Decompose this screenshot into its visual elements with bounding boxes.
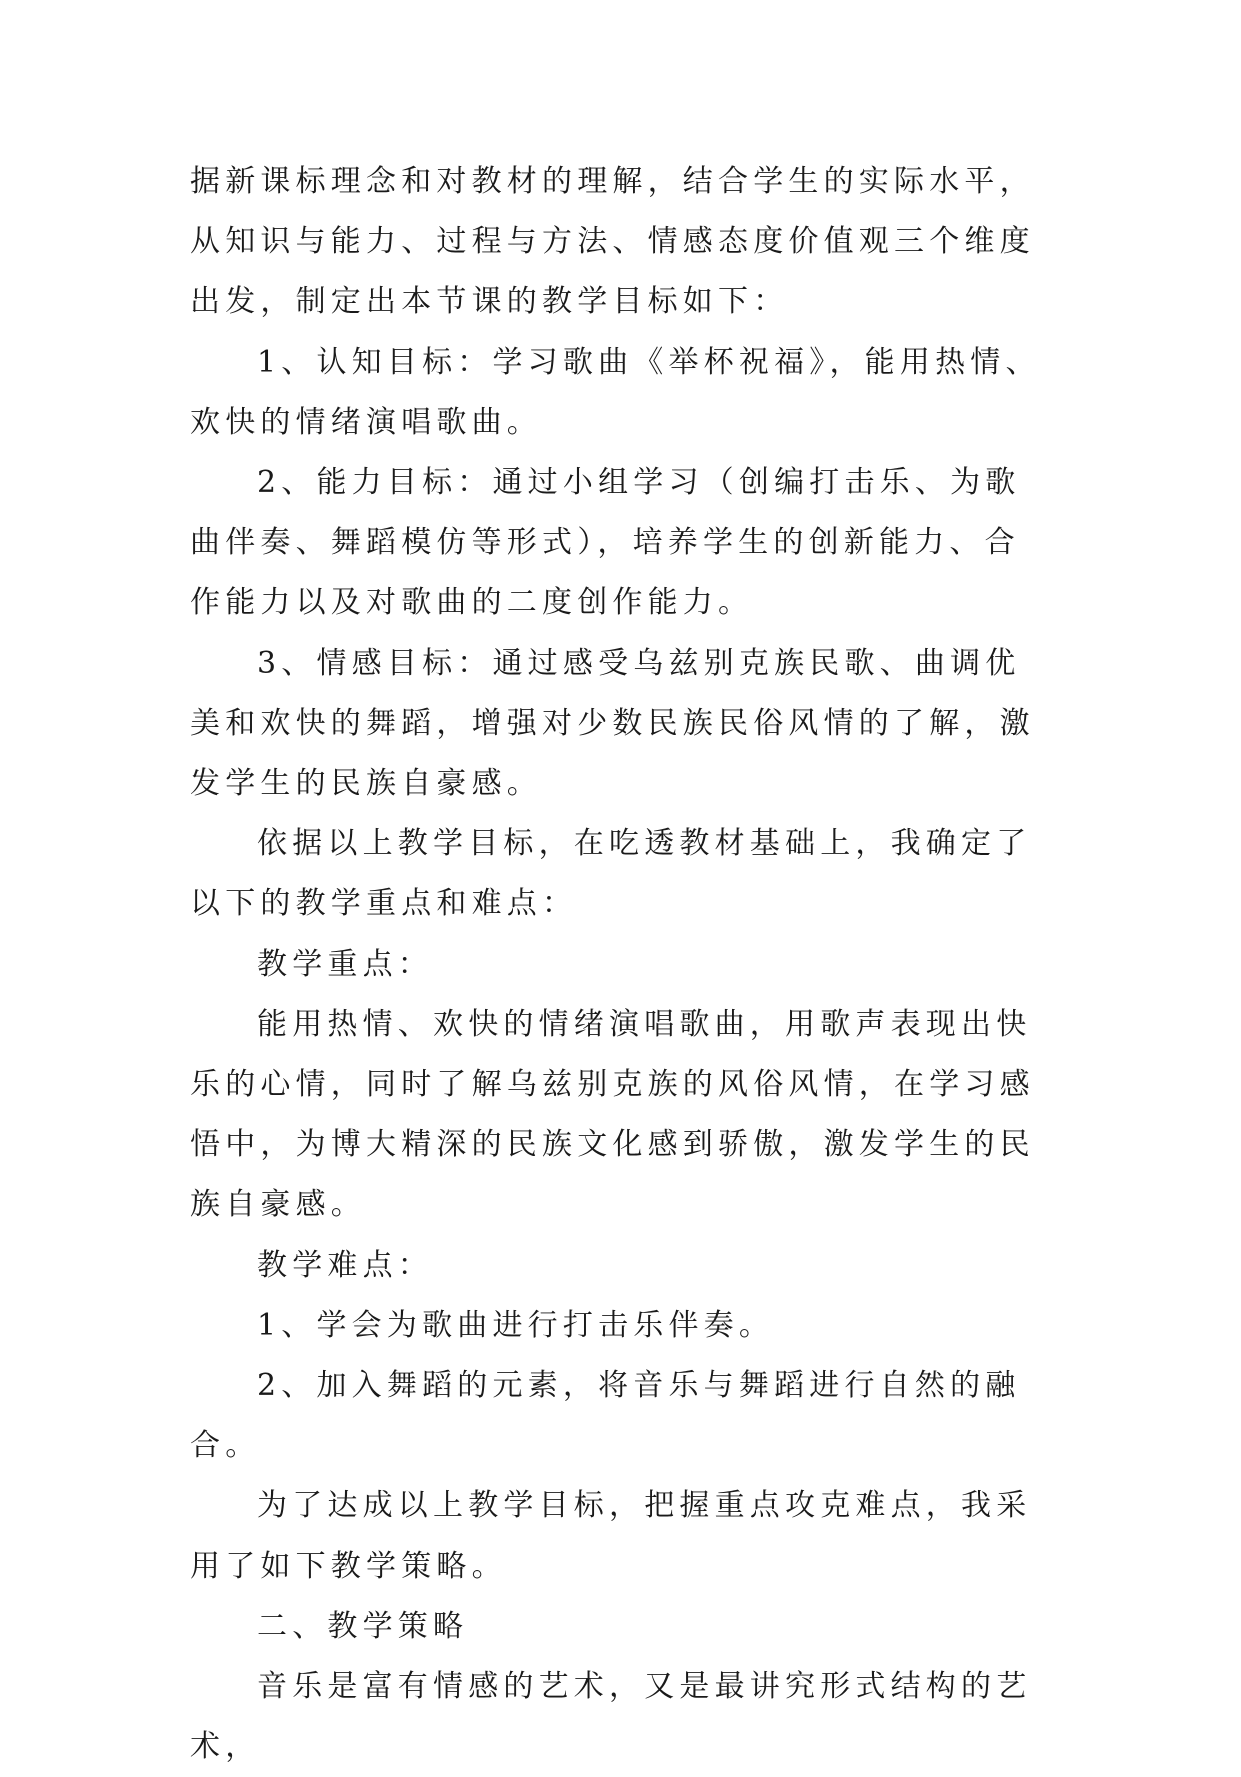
heading-teaching-strategy: 二、教学策略: [257, 1608, 469, 1644]
paragraph-objectives-intro: 据新课标理念和对教材的理解，结合学生的实际水平，从知识与能力、过程与方法、情感态度价值观三个维度出发，制定出本节课的教学目标如下：: [190, 164, 1035, 320]
paragraph-ability-goal: 2、能力目标：通过小组学习（创编打击乐、为歌曲伴奏、舞蹈模仿等形式），培养学生的创新能力、合作能力以及对歌曲的二度创作能力。: [190, 465, 1021, 621]
paragraph-emotion-goal: 3、情感目标：通过感受乌兹别克族民歌、曲调优美和欢快的舞蹈，增强对少数民族民俗风情的了解，激发学生的民族自豪感。: [190, 645, 1035, 802]
heading-teaching-focus: 教学重点：: [257, 946, 433, 982]
paragraph-strategy-body: 音乐是富有情感的艺术，又是最讲究形式结构的艺术，: [190, 1669, 1032, 1765]
paragraph-difficulty-2: 2、加入舞蹈的元素，将音乐与舞蹈进行自然的融合。: [190, 1368, 1021, 1464]
paragraph-teaching-focus: 能用热情、欢快的情绪演唱歌曲，用歌声表现出快乐的心情，同时了解乌兹别克族的风俗风情，在学习感悟中，为博大精深的民族文化感到骄傲，激发学生的民族自豪感。: [190, 1006, 1035, 1223]
paragraph-strategy-intro: 为了达成以上教学目标，把握重点攻克难点，我采用了如下教学策略。: [190, 1488, 1032, 1584]
paragraph-cognitive-goal: 1、认知目标：学习歌曲《举杯祝福》，能用热情、欢快的情绪演唱歌曲。: [190, 344, 1041, 440]
paragraph-difficulty-1: 1、学会为歌曲进行打击乐伴奏。: [257, 1307, 775, 1343]
document-body: [190, 152, 1050, 1777]
paragraph-focus-intro: 依据以上教学目标，在吃透教材基础上，我确定了以下的教学重点和难点：: [190, 826, 1032, 922]
heading-teaching-difficulty: 教学难点：: [257, 1247, 433, 1283]
